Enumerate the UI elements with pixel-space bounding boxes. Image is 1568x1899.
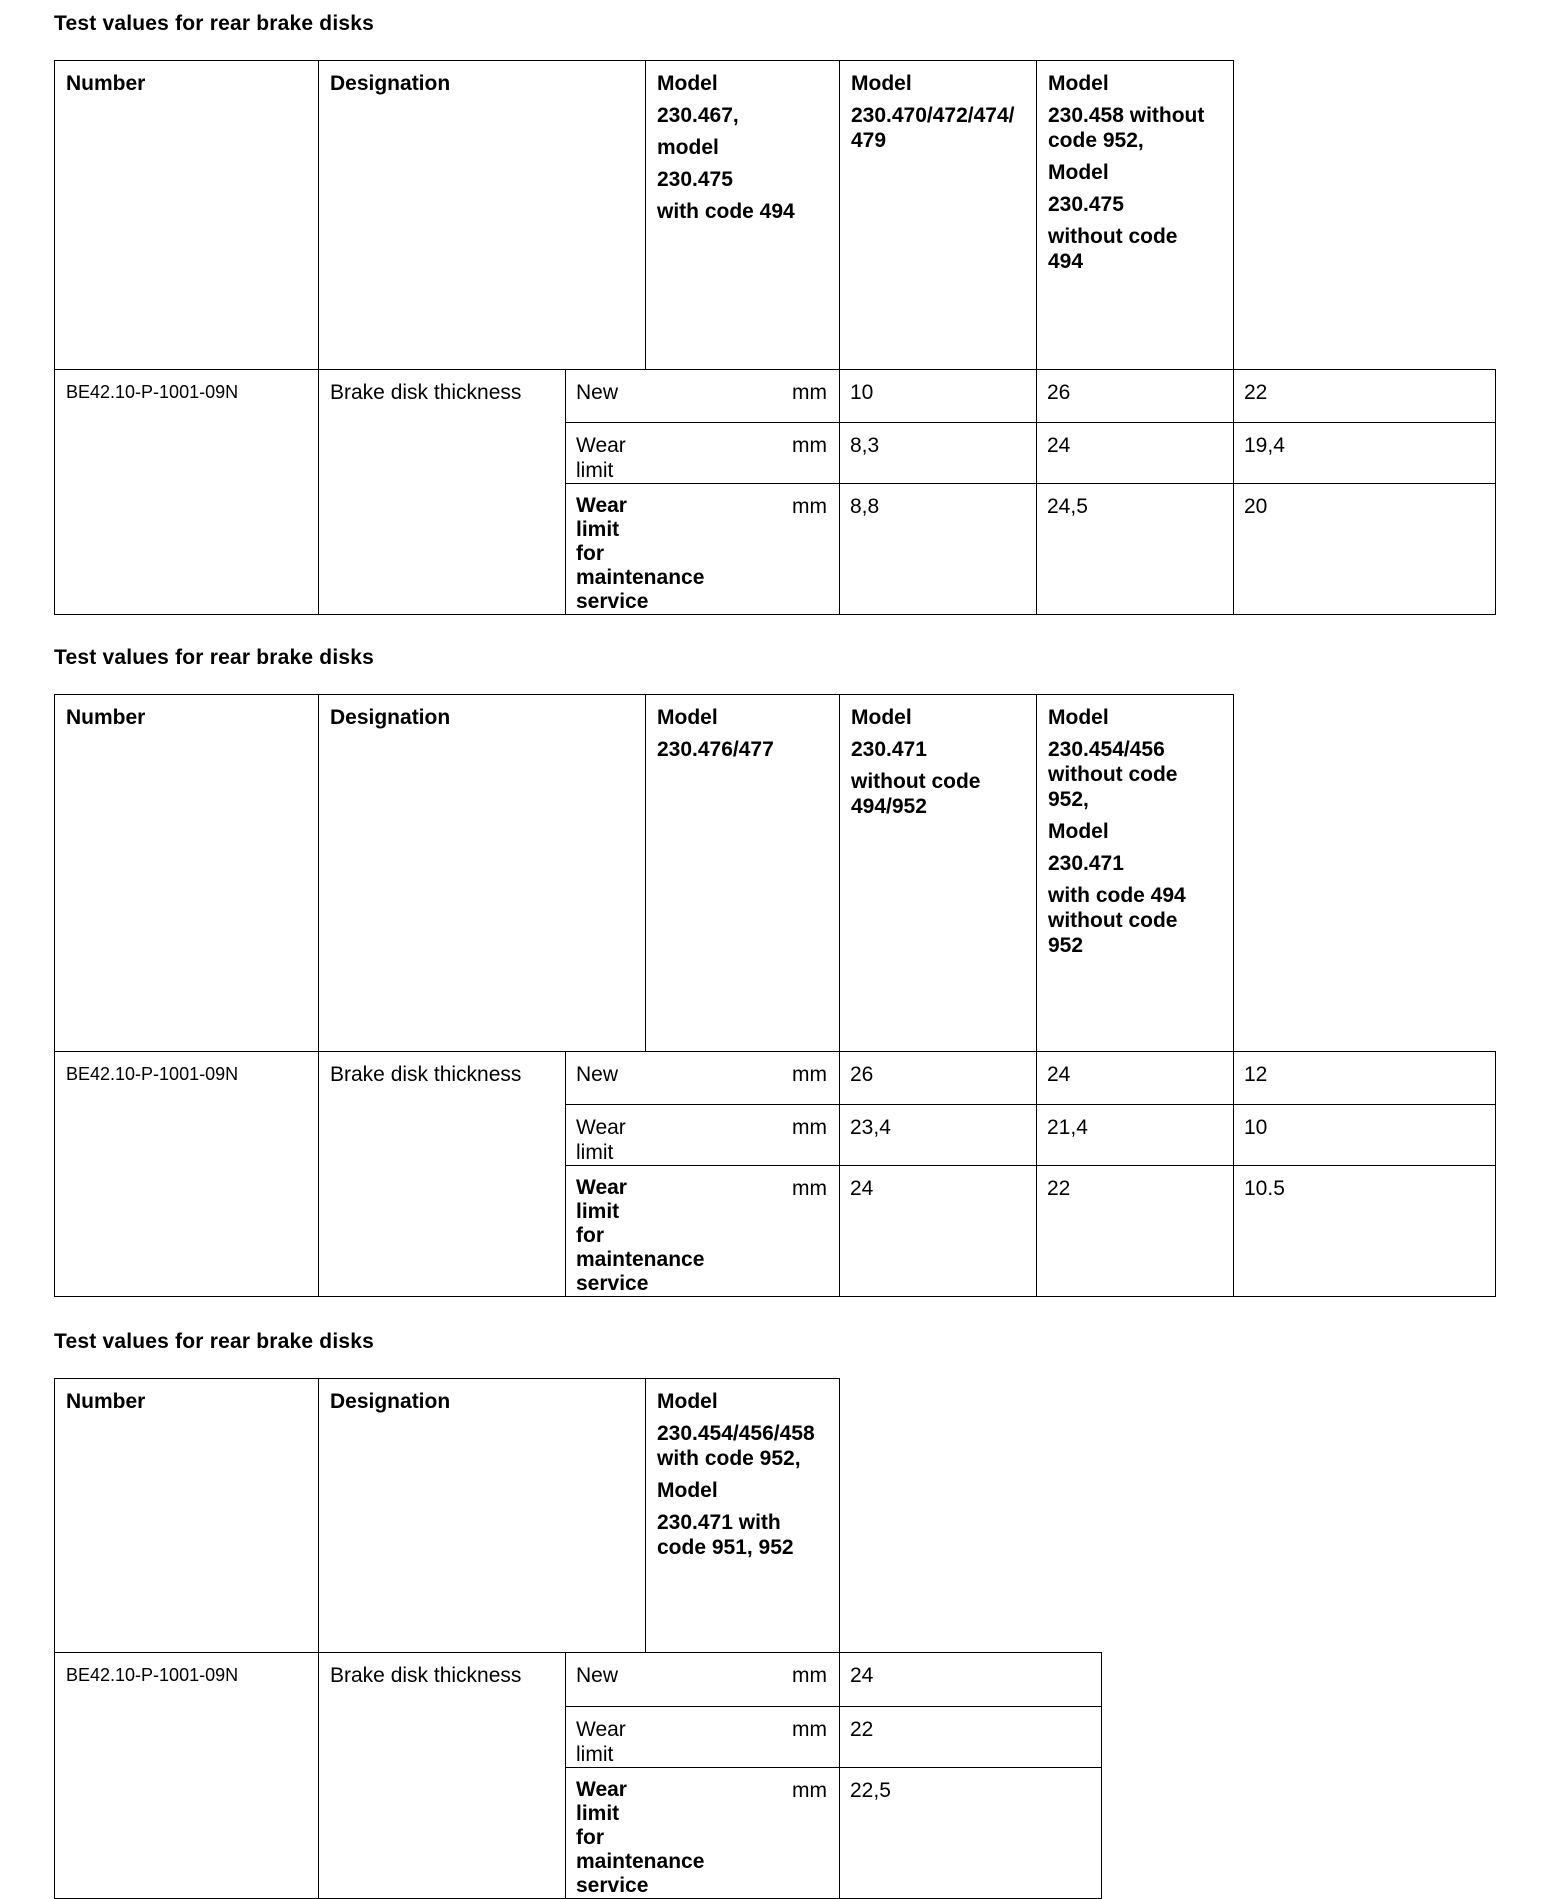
model-header-line: 230.471 with (657, 1511, 781, 1534)
designation-header-cell (319, 1379, 646, 1653)
table-header-row (55, 61, 1496, 370)
row-label (566, 1166, 705, 1296)
model-header-line: model (657, 136, 719, 159)
value-cell (840, 1105, 1037, 1166)
value-cell (840, 484, 1037, 615)
table-header-row (55, 1379, 1102, 1653)
number-header: Number (66, 72, 146, 95)
row-label: Wear limit (576, 1116, 626, 1164)
unit-label: mm (792, 1718, 827, 1741)
model-header-line: Model (1048, 72, 1109, 95)
model-header-cell (840, 61, 1037, 370)
model-header-line: 230.475 (1048, 193, 1124, 216)
model-header-line: 230.475 (657, 168, 733, 191)
model-header-line: Model (851, 706, 912, 729)
model-header-line: 494/952 (851, 795, 927, 818)
model-header-line: Model (657, 72, 718, 95)
model-header-line: Model (1048, 820, 1109, 843)
model-header-cell (646, 695, 840, 1052)
unit-cell (646, 370, 840, 423)
model-header-cell (646, 61, 840, 370)
number-header: Number (66, 1390, 146, 1413)
model-header-line: Model (657, 1479, 718, 1502)
model-header-line: 230.471 (1048, 852, 1124, 875)
designation-header-cell (319, 695, 646, 1052)
row-label: New (576, 1063, 619, 1086)
designation-cell (319, 1052, 566, 1297)
model-header-line: code 952, (1048, 129, 1144, 152)
model-header (840, 695, 1036, 819)
number-cell (55, 1052, 319, 1297)
value-text: 24 (850, 1664, 874, 1687)
test-values-table (54, 694, 1496, 1297)
row-label-cell (566, 1105, 646, 1166)
unit-label: mm (792, 1779, 827, 1802)
unit-label: mm (792, 1664, 827, 1687)
row-label-cell (566, 1166, 705, 1297)
row-label-cell (566, 370, 646, 423)
row-label-cell (566, 1768, 705, 1899)
value-text: 24,5 (1047, 495, 1088, 518)
model-header-line: 952, (1048, 788, 1089, 811)
table-row (55, 1653, 1102, 1707)
model-header-line: 230.454/456 (1048, 738, 1165, 761)
section-title: Test values for rear brake disks (54, 12, 375, 35)
part-number: BE42.10-P-1001-09N (66, 382, 239, 402)
number-cell (55, 1653, 319, 1899)
model-header (646, 61, 839, 224)
section-title: Test values for rear brake disks (54, 1330, 375, 1353)
model-header-line: with code 494 (1048, 884, 1186, 907)
model-header-line: Model (1048, 706, 1109, 729)
row-label-line: maintenance service (576, 1248, 705, 1295)
row-label (566, 484, 705, 614)
number-header: Number (66, 706, 146, 729)
value-cell (1234, 1105, 1496, 1166)
model-header-cell (1037, 695, 1234, 1052)
value-cell (1234, 1166, 1496, 1297)
model-header-line: Model (851, 72, 912, 95)
value-text: 8,8 (850, 495, 880, 518)
model-header-line: without code (1048, 225, 1178, 248)
value-cell (1234, 370, 1496, 423)
unit-label: mm (792, 495, 827, 518)
value-text: 23,4 (850, 1116, 891, 1139)
designation-text: Brake disk thickness (330, 1664, 522, 1687)
test-values-table (54, 1378, 1102, 1899)
number-cell (55, 370, 319, 615)
row-label-line: Wear limit for (576, 1778, 627, 1849)
value-text: 21,4 (1047, 1116, 1088, 1139)
designation-text: Brake disk thickness (330, 381, 522, 404)
designation-cell (319, 1653, 566, 1899)
value-cell (840, 370, 1037, 423)
unit-cell (646, 484, 840, 615)
value-cell (1234, 423, 1496, 484)
section-title: Test values for rear brake disks (54, 646, 375, 669)
table-row (55, 1052, 1496, 1105)
part-number: BE42.10-P-1001-09N (66, 1064, 239, 1084)
unit-cell (646, 423, 840, 484)
unit-cell (646, 1105, 840, 1166)
number-header-cell (55, 1379, 319, 1653)
test-values-table (54, 60, 1496, 615)
designation-text: Brake disk thickness (330, 1063, 522, 1086)
designation-header-cell (319, 61, 646, 370)
model-header-line: 479 (851, 129, 887, 152)
model-header-line: 230.470/472/474/ (851, 104, 1015, 127)
row-label-cell (566, 484, 705, 615)
row-label-line: maintenance service (576, 566, 705, 613)
value-text: 26 (1047, 381, 1071, 404)
model-header-line: 494 (1048, 250, 1084, 273)
unit-label: mm (792, 1116, 827, 1139)
value-cell (1037, 1105, 1234, 1166)
value-text: 26 (850, 1063, 874, 1086)
model-header-line: Model (657, 1390, 718, 1413)
value-cell (840, 1768, 1102, 1899)
model-header-line: without code (1048, 909, 1178, 932)
value-text: 20 (1244, 495, 1268, 518)
model-header-cell (646, 1379, 840, 1653)
row-label: Wear limit (576, 434, 626, 482)
value-text: 19,4 (1244, 434, 1285, 457)
row-label: Wear limit (576, 1718, 626, 1766)
row-label-cell (566, 1653, 646, 1707)
model-header-line: with code 952, (657, 1447, 801, 1470)
unit-label: mm (792, 1063, 827, 1086)
value-cell (1234, 484, 1496, 615)
value-cell (840, 423, 1037, 484)
unit-cell (646, 1768, 840, 1899)
value-text: 8,3 (850, 434, 880, 457)
value-text: 10 (850, 381, 874, 404)
model-header-cell (1037, 61, 1234, 370)
value-cell (1037, 1166, 1234, 1297)
model-header (840, 61, 1036, 153)
model-header-line: Model (657, 706, 718, 729)
value-cell (1037, 1052, 1234, 1105)
value-text: 22 (1244, 381, 1268, 404)
designation-cell (319, 370, 566, 615)
unit-cell (646, 1707, 840, 1768)
value-text: 24 (1047, 434, 1071, 457)
model-header-line: 230.458 without (1048, 104, 1205, 127)
number-header-cell (55, 61, 319, 370)
model-header-line: 230.454/456/458 (657, 1422, 815, 1445)
model-header-line: code 951, 952 (657, 1536, 794, 1559)
unit-label: mm (792, 434, 827, 457)
model-header-line: without code (851, 770, 981, 793)
value-cell (1037, 484, 1234, 615)
value-text: 10.5 (1244, 1177, 1285, 1200)
row-label (566, 1768, 705, 1898)
value-text: 10 (1244, 1116, 1268, 1139)
value-text: 24 (850, 1177, 874, 1200)
unit-cell (646, 1653, 840, 1707)
value-text: 22,5 (850, 1779, 891, 1802)
table-header-row (55, 695, 1496, 1052)
number-header-cell (55, 695, 319, 1052)
model-header-line: 230.467, (657, 104, 739, 127)
value-cell (840, 1166, 1037, 1297)
row-label-cell (566, 1052, 646, 1105)
unit-label: mm (792, 1177, 827, 1200)
value-cell (840, 1707, 1102, 1768)
model-header-line: Model (1048, 161, 1109, 184)
value-text: 12 (1244, 1063, 1268, 1086)
model-header-cell (840, 695, 1037, 1052)
row-label: New (576, 381, 619, 404)
unit-label: mm (792, 381, 827, 404)
row-label-line: Wear limit for (576, 1176, 627, 1247)
part-number: BE42.10-P-1001-09N (66, 1665, 239, 1685)
row-label-line: maintenance service (576, 1850, 705, 1897)
model-header (1037, 61, 1233, 274)
row-label-cell (566, 423, 646, 484)
designation-header: Designation (330, 706, 451, 729)
value-text: 22 (850, 1718, 874, 1741)
model-header-line: 952 (1048, 934, 1084, 957)
model-header-line: 230.476/477 (657, 738, 774, 761)
model-header (646, 695, 839, 762)
model-header-line: with code 494 (657, 200, 795, 223)
row-label-cell (566, 1707, 646, 1768)
value-cell (1037, 370, 1234, 423)
model-header (1037, 695, 1233, 958)
designation-header: Designation (330, 72, 451, 95)
unit-cell (646, 1052, 840, 1105)
value-cell (840, 1653, 1102, 1707)
value-text: 22 (1047, 1177, 1071, 1200)
value-text: 24 (1047, 1063, 1071, 1086)
value-cell (1234, 1052, 1496, 1105)
model-header-line: without code (1048, 763, 1178, 786)
unit-cell (646, 1166, 840, 1297)
designation-header: Designation (330, 1390, 451, 1413)
model-header-line: 230.471 (851, 738, 927, 761)
row-label: New (576, 1664, 619, 1687)
table-row (55, 370, 1496, 423)
row-label-line: Wear limit for (576, 494, 627, 565)
value-cell (1037, 423, 1234, 484)
value-cell (840, 1052, 1037, 1105)
model-header (646, 1379, 839, 1560)
